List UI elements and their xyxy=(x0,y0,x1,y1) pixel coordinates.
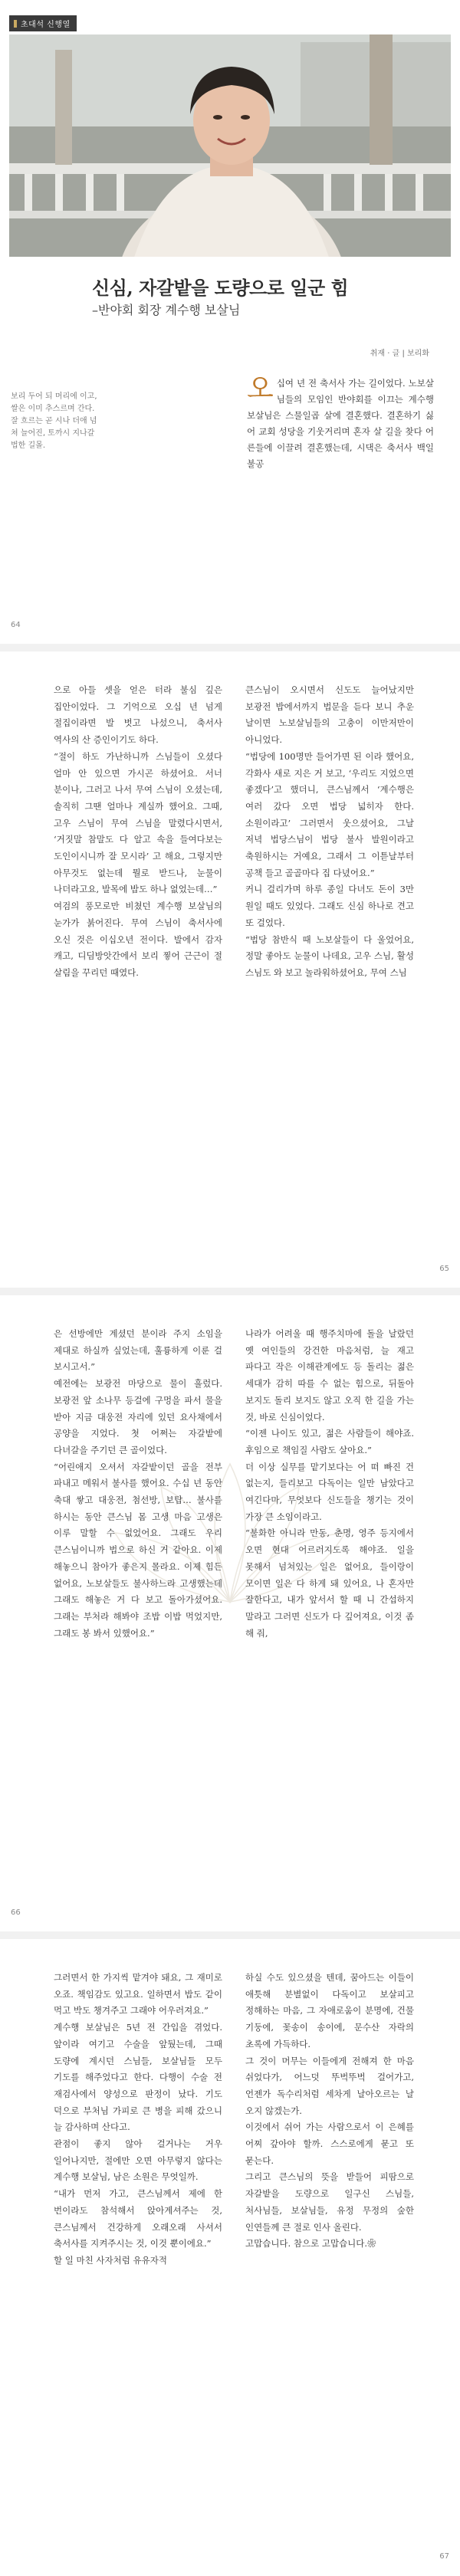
page-separator xyxy=(0,1288,460,1295)
page-65 xyxy=(0,651,460,1288)
section-label-text: 초대석 신행열 xyxy=(21,21,71,29)
page-number-66: 66 xyxy=(11,1908,21,1917)
page-separator xyxy=(0,1931,460,1939)
page-separator xyxy=(0,644,460,651)
intro-text: 십여 년 전 축서사 가는 길이었다. 노보살님들의 모임인 반야회를 이끄는 계수행 보살님은 스물일곱 살에 결혼했다. 결혼하기 싫어 교회 성당을 기웃거리며 혼자 살 길을 찾다 어른들에 이끌려 결혼했는데, 시댁은 축서사 백일불공 xyxy=(247,378,434,469)
temple-scene-image xyxy=(9,34,451,257)
page-67-column-left: 그러면서 한 가지씩 맡겨야 돼요, 그 재미로 오죠. 책임감도 있고요. 일하면서 밥도 같이 먹고 박도 챙겨주고 그래야 어우러져요.” 계수행 보살님은 5년 전 간입을 겪었다. 앞이라 여기고 수술을 앞뒀는데, 그때 도량에 계시던 스님들, 보살님들 모두 기도를 해주었다고 한다. 다행이 수술 전 재검사에서 양성으로 판정이 났다. 기도 덕으로 부처님 가피로 큰 병을 피해 갔으니 늘 감사하며 산다고. 관점이 좋지 않아 걸거나는 거우 일어나지만, 절에만 오면 아무렇지 않다는 계수행 보살님, 남은 소원은 무엇일까. “내가 먼저 가고, 큰스님께서 제에 한 번이라도 참석해서 앉아계셔주는 것, 큰스님께서 건강하게 오래오래 사셔서 축서사를 지켜주시는 것, 이것 뿐이에요.” 할 일 마친 사자처럼 유유자적 xyxy=(54,1972,222,2266)
article-credit: 취재 · 글 | 보리화 xyxy=(370,349,429,358)
page-number-64: 64 xyxy=(11,621,21,629)
portrait-photo xyxy=(9,34,451,257)
page-number-67: 67 xyxy=(439,2552,449,2561)
section-label xyxy=(9,15,77,31)
article-subheadline: –반야회 회장 계수행 보살님 xyxy=(92,303,241,317)
page-64 xyxy=(0,0,460,644)
sidebar-quote: 보리 두어 되 머리에 이고, 쌀은 이미 추스르며 간다. 잘 흐르는 곧 시나 더애 넘쳐 늘어진, 토까시 지나갈 법한 길몰. xyxy=(11,392,97,450)
intro-paragraph xyxy=(247,373,434,472)
page-67 xyxy=(0,1939,460,2576)
section-label-bar xyxy=(14,20,17,28)
drop-cap: 오 xyxy=(247,373,274,405)
page-number-65: 65 xyxy=(439,1265,449,1273)
page-67-column-right: 하실 수도 있으셨을 텐데, 꿈아드는 이들이 애틋해 분별없이 다독이고 보살피고 정해하는 마음, 그 자애로움이 분명에, 건물 기둥에, 꽃송이 송이에, 문수산 자락의 초록에 가득하다. 그 것이 머무는 이들에게 전해져 한 마음 쉬었다가, 어느덧 뚜벅뚜벅 걸어가고, 언젠가 독수리처럼 세차게 날아오르는 날 오지 않겠는가. 이것에서 쉬어 가는 사람으로서 이 은혜를 어찌 갚아야 할까. 스스로에게 묻고 또 묻는다. 그리고 큰스님의 뜻을 받들어 피땀으로 자갈밭을 도량으로 일구신 스님들, 처사님들, 보살님들, 유정 무정의 숲한 인연들께 큰 절로 인사 올린다. 고맙습니다. 참으로 고맙습니다.❀ xyxy=(245,1972,414,2249)
page-66-column-right: 나라가 어려울 때 행주치마에 돌을 날랐던 옛 여인들의 강건한 마음처럼, 늘 재고 파다고 작은 이해관계에도 등 돌리는 젊은 세대가 감히 따를 수 없는 힘으로, 뒤돌아 보지도 돌리 보지도 않고 오직 한 길을 가는 것, 바로 신심이었다. “이젠 나이도 있고, 젊은 사람들이 해야죠. 후임으로 책임질 사람도 살아요.” 더 이상 실무를 맡기보다는 어 떠 빠진 건 없는지, 들리보고 다독이는 일만 남았다고 여긴다마, 무엇보다 신도들을 챙기는 것이 가장 큰 소임이라고. “불화한 아니라 만동, 춘명, 영주 등지에서 오면 현대 어르러지도록 해야죠. 일을 못해서 넘쳐있는 일은 없어요, 들이랑이 모이면 일은 다 하게 돼 있어요, 나 혼자만 잘한다고, 내가 앞서서 할 때 니 간섭하지 말라고 그러면 신도가 다 깊어져요, 이것 좀 해 줘, xyxy=(245,1328,414,1639)
page-66 xyxy=(0,1295,460,1931)
article-headline: 신심, 자갈밭을 도량으로 일군 힘 xyxy=(92,277,349,299)
page-65-column-right: 큰스님이 오시면서 신도도 늘어났지만 보광전 밥에서까지 법문을 듣다 보니 추운 날이면 노보살님들의 고충이 이만저만이 아니었다. “법당에 100명만 들어가면 된 이라 했어요, 각화사 새로 지은 거 보고, ‘우리도 지었으면 좋겠다’고 했더니, 큰스님께서 ‘계수행은 여러 갔다 오면 법당 넓히자 한다. 소원이라고’ 그러면서 웃으셨어요, 그날 저녁 법당스님이 법당 불사 발원이라고 축원하시는 거예요, 그래서 그 이튿날부터 공책 들고 골골마다 집 다녔어요.” 커니 걸리가며 하루 종일 다녀도 돈이 3만 원일 때도 있었다. 그래도 신심 하나로 견고 또 걸었다. “법당 참반식 때 노보살들이 다 울었어요, 정말 좋아도 눈물이 나데요, 고우 스님, 활성 스님도 와 보고 놀라워하셨어요, 무여 스님 xyxy=(245,684,414,978)
page-66-column-left: 은 선방에만 계셨던 분이라 주지 소임을 제대로 하실까 싶었는데, 훌륭하게 이룬 걸 보시고서.” 예전에는 보광전 마당으로 물이 흘렀다. 보광전 앞 소나무 등걸에 구멍을 파서 물을 받아 지금 대웅전 자리에 있던 요사채에서 공양을 지었다. 첫 어쩌는 자갈밭에 다녀갈을 주기던 큰 골이었다. “어린애지 오셔서 자갈밭이던 골을 전부 파내고 메워서 불사를 했어요. 수십 년 동안 축대 쌓고 대웅전, 첨선방, 보탑… 불사를 하시는 동안 큰스님 몸 고생 마음 고생은 이루 말할 수 없었어요. 그래도 우리 큰스님이니까 법으로 하신 거 같아요. 이제 해놓으니 참아가 좋은지 몰라요. 이제 힘든 없어요, 노보살들도 불사하느라 고생했는데 그래도 해놓은 거 다 보고 돌아가셨어요. 그래는 부처라 해봐야 조밥 이밥 먹었지만, 그래도 봉 봐서 있했어요.” xyxy=(54,1328,222,1639)
page-65-column-left: 으로 아들 셋을 얻은 터라 불심 깊은 집안이었다. 그 기억으로 오십 년 넘게 절집이라면 발 벗고 나섰으니, 축서사 역사의 산 증인이기도 하다. “절이 하도 가난하니까 스님들이 오셨다 얼마 안 있으면 가시곤 하셨어요. 서너 분이나, 그러고 나서 무여 스님이 오셨는데, 솔직히 그땐 얼마나 계실까 했어요. 그때, 고우 스님이 무여 스님을 말렸다시면서, ‘거짓말 참말도 다 알고 속을 들여다보는 도인이시니까 잘 모시라’ 고 해요, 그렇지만 아무것도 없는데 뭘로 받드나, 눈물이 나더라고요, 발목에 밥도 하나 없었는데…” 여검의 풍모로만 비쳤던 계수행 보살님의 눈가가 붉어진다. 무여 스님이 축서사에 오신 것은 이십오년 전이다. 발에서 감자 캐고, 디딤방앗간에서 보리 찧어 근근이 절 살림을 꾸리던 때였다. xyxy=(54,684,222,978)
